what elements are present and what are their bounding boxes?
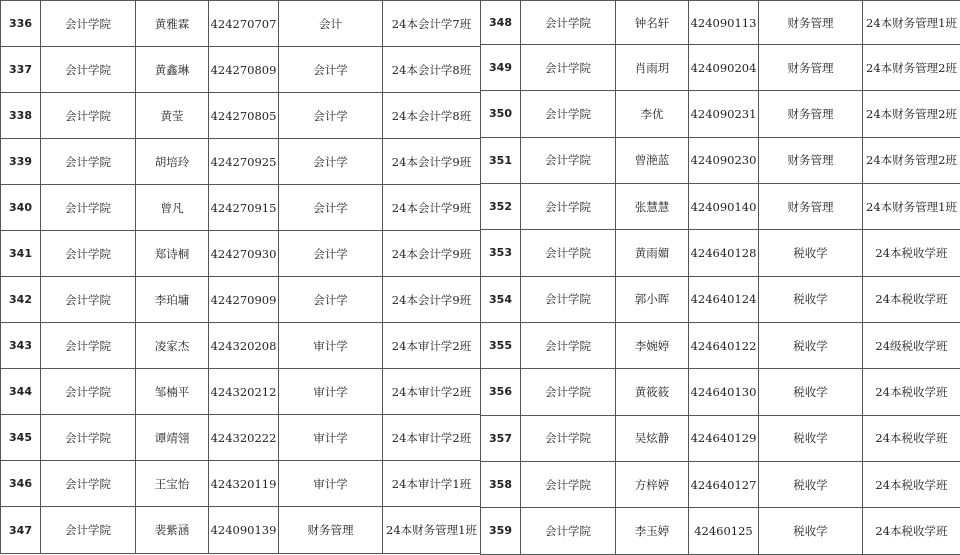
major-cell: 财务管理 xyxy=(759,1,863,45)
major-cell: 税收学 xyxy=(759,415,863,461)
major-cell: 会计学 xyxy=(279,277,383,323)
row-number: 352 xyxy=(481,183,521,229)
student-name-cell: 张慧慧 xyxy=(616,183,689,229)
row-number: 356 xyxy=(481,369,521,415)
class-cell: 24本税收学班 xyxy=(863,461,960,507)
table-row xyxy=(481,461,960,507)
table-row xyxy=(481,276,960,322)
class-cell: 24本会计学9班 xyxy=(383,139,481,185)
college-cell: 会计学院 xyxy=(521,276,616,322)
student-name-cell: 李玉婷 xyxy=(616,508,689,554)
table-row xyxy=(1,461,481,507)
major-cell: 会计学 xyxy=(279,139,383,185)
row-number: 351 xyxy=(481,137,521,183)
class-cell: 24本税收学班 xyxy=(863,276,960,322)
row-number: 342 xyxy=(1,277,41,323)
class-cell: 24本财务管理2班 xyxy=(863,91,960,137)
table-row xyxy=(481,91,960,137)
class-cell: 24本审计学2班 xyxy=(383,369,481,415)
class-cell: 24本财务管理2班 xyxy=(863,137,960,183)
student-name-cell: 黄雨媚 xyxy=(616,230,689,276)
class-cell: 24本财务管理1班 xyxy=(383,507,481,554)
table-row xyxy=(1,1,481,47)
student-id-cell: 424090113 xyxy=(689,1,759,45)
table-row xyxy=(481,415,960,461)
student-id-cell: 424090231 xyxy=(689,91,759,137)
table-row xyxy=(481,137,960,183)
student-name-cell: 裴紫涵 xyxy=(136,507,209,554)
class-cell: 24本税收学班 xyxy=(863,230,960,276)
row-number: 344 xyxy=(1,369,41,415)
student-name-cell: 曾凡 xyxy=(136,185,209,231)
row-number: 347 xyxy=(1,507,41,554)
student-name-cell: 黄莹 xyxy=(136,93,209,139)
student-id-cell: 424640122 xyxy=(689,322,759,368)
student-name-cell: 吴炫静 xyxy=(616,415,689,461)
major-cell: 财务管理 xyxy=(759,137,863,183)
student-id-cell: 424090204 xyxy=(689,45,759,91)
major-cell: 审计学 xyxy=(279,461,383,507)
row-number: 358 xyxy=(481,461,521,507)
major-cell: 税收学 xyxy=(759,461,863,507)
college-cell: 会计学院 xyxy=(41,231,136,277)
left-table-panel xyxy=(0,0,480,554)
college-cell: 会计学院 xyxy=(41,139,136,185)
student-name-cell: 黄筱筱 xyxy=(616,369,689,415)
row-number: 349 xyxy=(481,45,521,91)
row-number: 346 xyxy=(1,461,41,507)
college-cell: 会计学院 xyxy=(41,369,136,415)
student-id-cell: 424270915 xyxy=(209,185,279,231)
row-number: 354 xyxy=(481,276,521,322)
student-id-cell: 424640129 xyxy=(689,415,759,461)
row-number: 345 xyxy=(1,415,41,461)
class-cell: 24本税收学班 xyxy=(863,415,960,461)
table-row xyxy=(1,47,481,93)
table-row xyxy=(481,45,960,91)
table-row xyxy=(1,277,481,323)
class-cell: 24本审计学1班 xyxy=(383,461,481,507)
major-cell: 税收学 xyxy=(759,322,863,368)
student-id-cell: 424270930 xyxy=(209,231,279,277)
student-id-cell: 424090139 xyxy=(209,507,279,554)
major-cell: 审计学 xyxy=(279,415,383,461)
student-id-cell: 42460125 xyxy=(689,508,759,554)
student-name-cell: 王宝怡 xyxy=(136,461,209,507)
student-id-cell: 424320208 xyxy=(209,323,279,369)
major-cell: 财务管理 xyxy=(759,91,863,137)
student-id-cell: 424270805 xyxy=(209,93,279,139)
table-row xyxy=(481,369,960,415)
major-cell: 财务管理 xyxy=(279,507,383,554)
class-cell: 24本会计学8班 xyxy=(383,47,481,93)
college-cell: 会计学院 xyxy=(521,137,616,183)
student-name-cell: 郑诗桐 xyxy=(136,231,209,277)
row-number: 340 xyxy=(1,185,41,231)
table-row xyxy=(481,508,960,554)
right-roster-table xyxy=(480,0,960,555)
table-row xyxy=(481,1,960,45)
table-row xyxy=(1,507,481,554)
table-row xyxy=(481,230,960,276)
student-id-cell: 424270909 xyxy=(209,277,279,323)
college-cell: 会计学院 xyxy=(521,183,616,229)
student-name-cell: 谭靖翎 xyxy=(136,415,209,461)
college-cell: 会计学院 xyxy=(41,185,136,231)
major-cell: 税收学 xyxy=(759,230,863,276)
table-row xyxy=(1,369,481,415)
college-cell: 会计学院 xyxy=(521,415,616,461)
class-cell: 24本会计学7班 xyxy=(383,1,481,47)
student-name-cell: 肖雨玥 xyxy=(616,45,689,91)
row-number: 338 xyxy=(1,93,41,139)
table-row xyxy=(1,415,481,461)
major-cell: 税收学 xyxy=(759,276,863,322)
college-cell: 会计学院 xyxy=(41,93,136,139)
college-cell: 会计学院 xyxy=(41,1,136,47)
student-name-cell: 邹楠平 xyxy=(136,369,209,415)
student-id-cell: 424270925 xyxy=(209,139,279,185)
row-number: 357 xyxy=(481,415,521,461)
class-cell: 24本会计学9班 xyxy=(383,231,481,277)
class-cell: 24本税收学班 xyxy=(863,369,960,415)
college-cell: 会计学院 xyxy=(521,508,616,554)
right-table-panel xyxy=(480,0,960,555)
major-cell: 财务管理 xyxy=(759,183,863,229)
student-name-cell: 曾滟蓝 xyxy=(616,137,689,183)
class-cell: 24本会计学9班 xyxy=(383,277,481,323)
major-cell: 会计学 xyxy=(279,93,383,139)
student-id-cell: 424640128 xyxy=(689,230,759,276)
table-row xyxy=(1,93,481,139)
row-number: 355 xyxy=(481,322,521,368)
student-name-cell: 郭小晖 xyxy=(616,276,689,322)
student-id-cell: 424320119 xyxy=(209,461,279,507)
student-name-cell: 李珀墉 xyxy=(136,277,209,323)
student-id-cell: 424640130 xyxy=(689,369,759,415)
student-id-cell: 424640124 xyxy=(689,276,759,322)
student-id-cell: 424270707 xyxy=(209,1,279,47)
class-cell: 24本财务管理2班 xyxy=(863,45,960,91)
class-cell: 24本财务管理1班 xyxy=(863,183,960,229)
college-cell: 会计学院 xyxy=(41,277,136,323)
row-number: 348 xyxy=(481,1,521,45)
major-cell: 财务管理 xyxy=(759,45,863,91)
table-row xyxy=(1,231,481,277)
major-cell: 审计学 xyxy=(279,369,383,415)
class-cell: 24本审计学2班 xyxy=(383,323,481,369)
table-row xyxy=(1,139,481,185)
class-cell: 24本财务管理1班 xyxy=(863,1,960,45)
college-cell: 会计学院 xyxy=(521,230,616,276)
row-number: 359 xyxy=(481,508,521,554)
row-number: 341 xyxy=(1,231,41,277)
student-name-cell: 方梓婷 xyxy=(616,461,689,507)
college-cell: 会计学院 xyxy=(521,1,616,45)
major-cell: 审计学 xyxy=(279,323,383,369)
major-cell: 会计学 xyxy=(279,185,383,231)
student-id-cell: 424640127 xyxy=(689,461,759,507)
class-cell: 24本审计学2班 xyxy=(383,415,481,461)
student-name-cell: 胡培玲 xyxy=(136,139,209,185)
college-cell: 会计学院 xyxy=(521,461,616,507)
table-row xyxy=(1,185,481,231)
college-cell: 会计学院 xyxy=(41,507,136,554)
major-cell: 会计 xyxy=(279,1,383,47)
student-name-cell: 黄鑫琳 xyxy=(136,47,209,93)
class-cell: 24级税收学班 xyxy=(863,322,960,368)
class-cell: 24本税收学班 xyxy=(863,508,960,554)
student-id-cell: 424270809 xyxy=(209,47,279,93)
college-cell: 会计学院 xyxy=(521,91,616,137)
college-cell: 会计学院 xyxy=(41,461,136,507)
row-number: 353 xyxy=(481,230,521,276)
student-id-cell: 424090140 xyxy=(689,183,759,229)
major-cell: 税收学 xyxy=(759,508,863,554)
student-name-cell: 黄雅霖 xyxy=(136,1,209,47)
college-cell: 会计学院 xyxy=(41,323,136,369)
college-cell: 会计学院 xyxy=(521,322,616,368)
row-number: 350 xyxy=(481,91,521,137)
row-number: 339 xyxy=(1,139,41,185)
major-cell: 会计学 xyxy=(279,231,383,277)
student-name-cell: 李优 xyxy=(616,91,689,137)
table-row xyxy=(481,183,960,229)
row-number: 336 xyxy=(1,1,41,47)
student-id-cell: 424090230 xyxy=(689,137,759,183)
major-cell: 税收学 xyxy=(759,369,863,415)
college-cell: 会计学院 xyxy=(521,45,616,91)
class-cell: 24本会计学8班 xyxy=(383,93,481,139)
row-number: 337 xyxy=(1,47,41,93)
student-id-cell: 424320212 xyxy=(209,369,279,415)
student-name-cell: 李婉婷 xyxy=(616,322,689,368)
major-cell: 会计学 xyxy=(279,47,383,93)
student-name-cell: 凌家杰 xyxy=(136,323,209,369)
table-row xyxy=(1,323,481,369)
college-cell: 会计学院 xyxy=(521,369,616,415)
student-id-cell: 424320222 xyxy=(209,415,279,461)
college-cell: 会计学院 xyxy=(41,415,136,461)
college-cell: 会计学院 xyxy=(41,47,136,93)
row-number: 343 xyxy=(1,323,41,369)
class-cell: 24本会计学9班 xyxy=(383,185,481,231)
student-name-cell: 钟名轩 xyxy=(616,1,689,45)
table-row xyxy=(481,322,960,368)
